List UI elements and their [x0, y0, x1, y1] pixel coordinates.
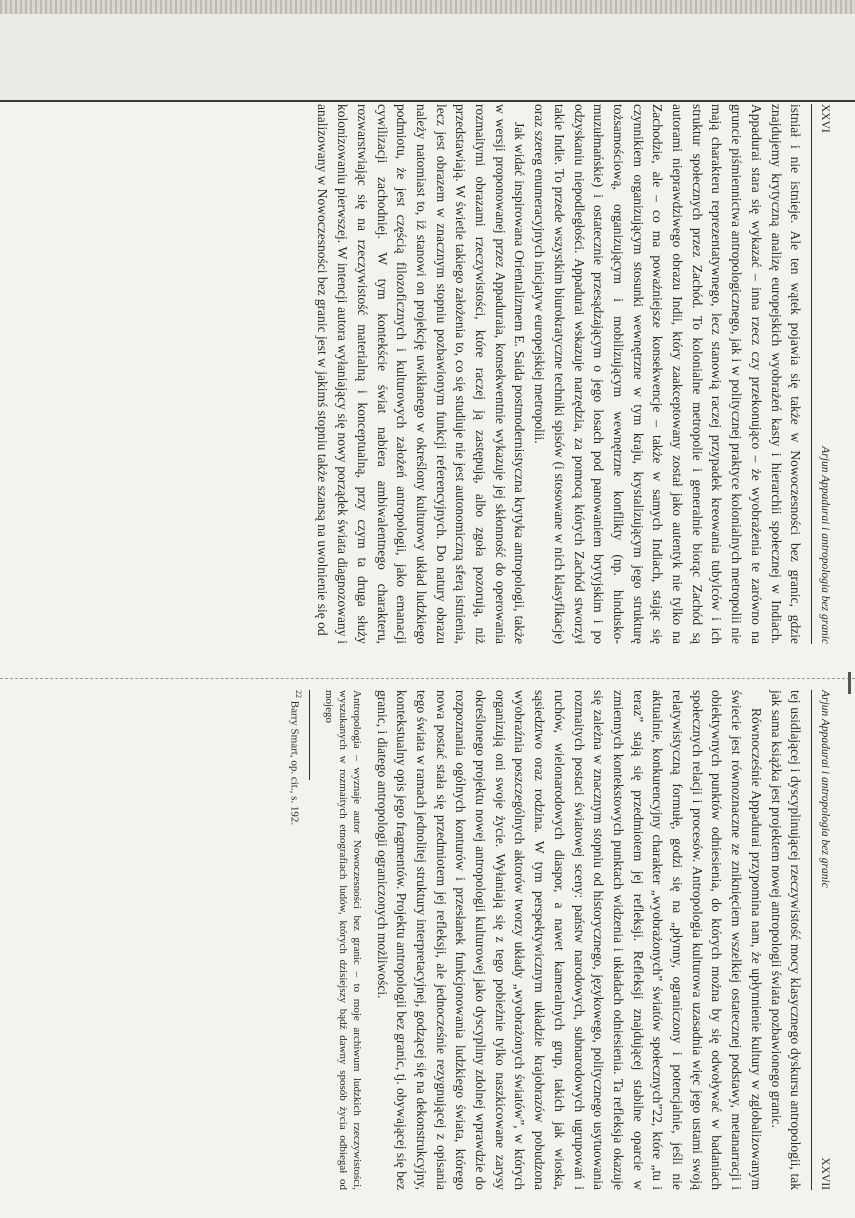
- left-paragraph-1: istniał i nie istnieje. Ale ten wątek pojawia się także w Nowoczesności bez granic, gdzie znajdujemy krytyczną analizę europejskich wyobrażeń kasty i hierarchii społecznej w Indiach. Appadurai stara się wykazać – inna rzecz czy przekonująco – że wyobrażenia te zarówno na gruncie piśmiennictwa antropologicznego, jak i w politycznej praktyce kolonialnych metropolii nie mają charakteru reprezentatywnego, lecz stanowią raczej przypadek kreowania tubylców i ich struktur społecznych przez Zachód. To kolonialne metropolie i generalnie biorąc Zachód są autorami nieprawdziwego obrazu Indii, który zaakceptowany został jako autentyk nie tylko na Zachodzie, ale – co ma poważniejsze konsekwencje – także w samych Indiach, stając się czynnikiem organizującym stosunki wewnętrzne w tym kraju, krystalizującym jego strukturę tożsamościową, organizującym i mobilizującym wewnętrzne konflikty (np. hindusko-muzułmańskie) i ostatecznie przesądzającym o jego losach pod panowaniem brytyjskim i po odzyskaniu niepodległości. Appadurai wskazuje narzędzia, za pomocą których Zachód stworzył takie Indie. To przede wszystkim biurokratyczne techniki spisów (i stosowane w nich klasyfikacje) oraz szereg enumeracyjnych inicjatyw europejskiej metropolii.: [532, 104, 804, 644]
- footnote: [287, 690, 305, 1190]
- footnote-number: 22: [293, 690, 303, 698]
- gutter-fold-line: [0, 678, 855, 679]
- left-page: [313, 104, 834, 644]
- top-margin-strip: [0, 14, 855, 102]
- right-paragraph-2: Równocześnie Appadurai przypomina nam, że upłynnienie kultury w zglobalizowanym świecie jest równoznaczne ze zniknięciem wszelkiej ostatecznej podstawy, metanarracji i obiektywnych punktów odniesienia, do których można by się odwoływać w badaniach społecznych relacji i procesów. Antropologia kulturowa uzasadnia więc jego ustami swoją relatywistyczną formułę, godzi się na „płynny, ograniczony i potencjalnie, jeśli nie aktualnie, konkurencyjny charakter „wyobrażonych” światów społecznych”22, które „tu i teraz” stają się przedmiotem jej refleksji. Refleksji znajdującej stabilne oparcie w zmiennych kontekstowych punktach widzenia i układach odniesienia. Ta refleksja okazuje się zależna w znacznym stopniu od historycznego, językowego, politycznego usytuowania rozmaitych postaci światowej sceny: państw narodowych, subnarodowych ugrupowań i ruchów, wielonarodowych diaspor, a nawet kameralnych grup, takich jak wioska, sąsiedztwo oraz rodzina. W tym perspektywicznym układzie krajobrazów pobudzona wyobraźnia poszczególnych aktorów tworzy układy „wyobrażonych światów”, w których organizują oni swoje życie. Wyłaniają się z tego pobieżnie tylko naszkicowane zarysy określonego projektu nowej antropologii kulturowej jako dyscypliny zdolnej wprawdzie do rozpoznania ogólnych konturów i przesłanek funkcjonowania ludzkiego świata, którego nowa postać stała się przedmiotem jej refleksji, ale jednocześnie rezygnującej z opisania tego świata w ramach jednolitej struktury interpretacyjnej, godzącej się na dekonstrukcyjny, kontekstualny opis jego fragmentów. Projektu antropologii bez granic, tj. obywającej się bez granic, i diatego antropologii ograniczonych możliwości.: [374, 690, 764, 1190]
- right-running-title: Arjun Appadurai i antropologia bez granic: [819, 690, 831, 888]
- scan-mark: [848, 672, 851, 694]
- right-paragraph-1: tej usidlającej i dyscyplinującej rzeczywistość mocy klasycznego dyskursu antropologii, tak jak sama książka jest projektem nowej antropologii świata pozbawionego granic.: [768, 690, 804, 1190]
- left-page-header: [811, 104, 834, 644]
- footnote-text: Barry Smart, op. cit., s. 192.: [288, 700, 301, 826]
- right-paragraph-3: Antropologia – wyznaje autor Nowoczesności bez granic – to moje archiwum ludzkich rzeczywistości, wyszukanych w rozmaitych etnografiach ludów, których dzisiejszy bądź dawny sposób życia odbiegał od mojego: [322, 690, 363, 1190]
- right-page-header: [811, 690, 834, 1190]
- left-running-title: Arjun Appadurai i antropologia bez granic: [819, 446, 831, 644]
- footnote-rule: [309, 690, 310, 780]
- left-paragraph-2: Jak widać inspirowana Orientalizmem E. Saida postmodernistyczna krytyka antropologii, także w wersji proponowanej przez Appaduraia, konsekwentnie wykazuje jej skłonność do operowania rozmaitymi obrazami rzeczywistości, które raczej ją zastępują, albo zgoła pozorują, niż przedstawiają. W świetle takiego założenia to, co się studiuje nie jest autonomiczną sferą istnienia, lecz jest obrazem w znacznym stopniu pozbawionym funkcji referencyjnych. Do natury obrazu należy natomiast to, iż stanowi on projekcję uwikłanego w określony kulturowy układ ludzkiego podmiotu, że jest częścią filozoficznych i kulturowych założeń antropologii, jako emanacji cywilizacji zachodniej. W tym kontekście świat nabiera ambiwalentnego charakteru, rozwarstwiając się na rzeczywistość materialną i konceptualną, przy czym ta druga służy kolonizowaniu pierwszej. W intencji autora wyłaniający się nowy porządek świata diagnozowany i analizowany w Nowoczesności bez granic jest w jakimś stopniu także szansą na uwolnienie się od: [315, 104, 528, 644]
- scanner-edge: [0, 0, 855, 14]
- right-page: [287, 690, 834, 1190]
- left-page-number: XXVI: [819, 104, 831, 133]
- right-page-number: XXVII: [819, 1157, 831, 1190]
